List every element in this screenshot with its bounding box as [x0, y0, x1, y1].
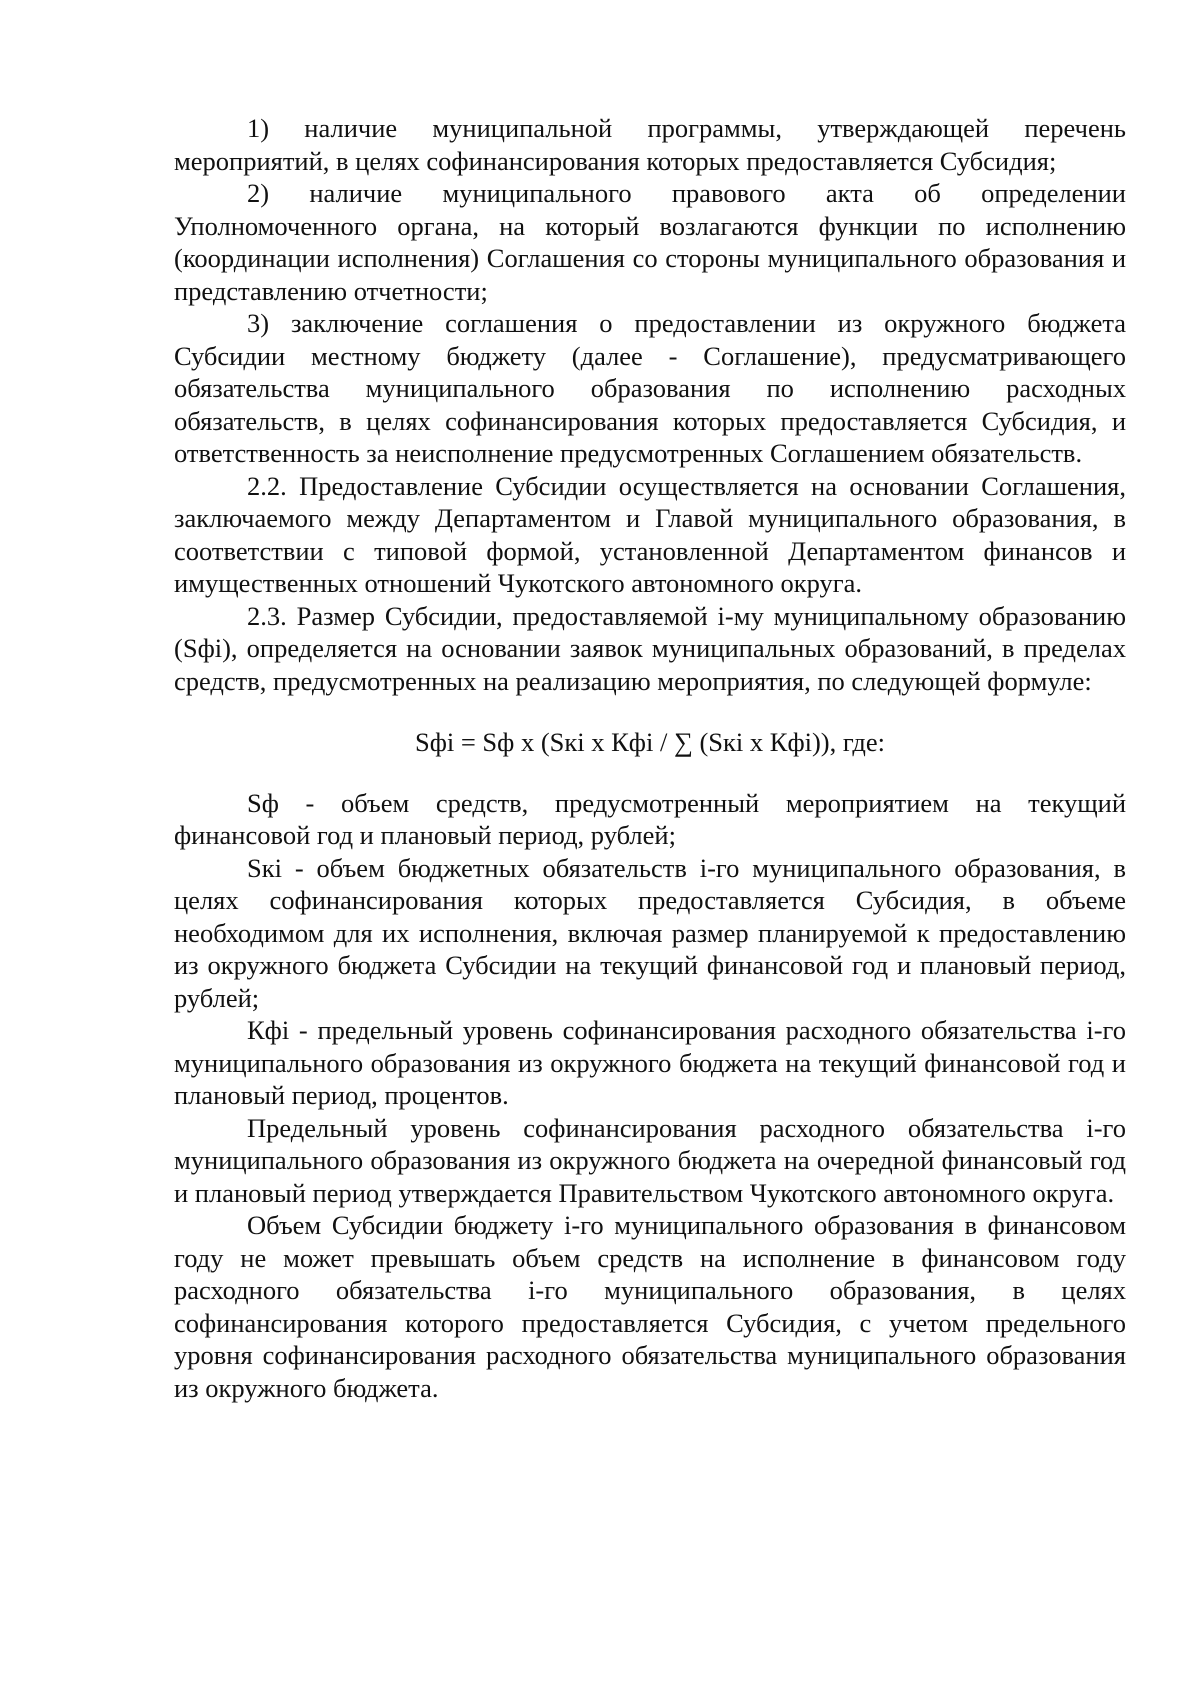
- paragraph-section-2-2: 2.2. Предоставление Субсидии осуществляется на основании Соглашения, заключаемого между Департаментом и Главой муниципального образования, в соответствии с типовой формой, установленной Департаментом финансов и имущественных отношений Чукотского автономного округа.: [174, 470, 1126, 598]
- definition-kfi: Кфi - предельный уровень софинансирования расходного обязательства i-го муниципального образования из окружного бюджета на текущий финансовой год и плановый период, процентов.: [174, 1015, 1126, 1110]
- paragraph-section-2-3: 2.3. Размер Субсидии, предоставляемой i-му муниципальному образованию (Sфi), определяется на основании заявок муниципальных образований, в пределах средств, предусмотренных на реализацию мероприятия, по следующей формуле:: [174, 600, 1126, 696]
- definition-sf: Sф - объем средств, предусмотренный мероприятием на текущий финансовой год и плановый период, рублей;: [174, 787, 1126, 850]
- paragraph-condition-1: 1) наличие муниципальной программы, утверждающей перечень мероприятий, в целях софинансирования которых предоставляется Субсидия;: [174, 113, 1126, 176]
- definition-ski: Sкi - объем бюджетных обязательств i-го муниципального образования, в целях софинансирования которых предоставляется Субсидия, в объеме необходимом для их исполнения, включая размер планируемой к предоставлению из окружного бюджета Субсидии на текущий финансовой год и плановый период, рублей;: [174, 852, 1126, 1013]
- paragraph-cofinancing-level: Предельный уровень софинансирования расходного обязательства i-го муниципального образования из окружного бюджета на очередной финансовый год и плановый период утверждается Правительством Чукотского автономного округа.: [174, 1112, 1126, 1208]
- document-page: [174, 112, 1126, 1404]
- paragraph-condition-3: 3) заключение соглашения о предоставлении из окружного бюджета Субсидии местному бюджету (далее - Соглашение), предусматривающего обязательства муниципального образования по исполнению расходных обязательств, в целях софинансирования которых предоставляется Субсидия, и ответственность за неисполнение предусмотренных Соглашением обязательств.: [174, 308, 1126, 468]
- paragraph-condition-2: 2) наличие муниципального правового акта об определении Уполномоченного органа, на который возлагаются функции по исполнению (координации исполнения) Соглашения со стороны муниципального образования и представлению отчетности;: [174, 178, 1126, 306]
- paragraph-subsidy-limit: Объем Субсидии бюджету i-го муниципального образования в финансовом году не может превышать объем средств на исполнение в финансовом году расходного обязательства i-го муниципального образования, в целях софинансирования которого предоставляется Субсидия, с учетом предельного уровня софинансирования расходного обязательства муниципального образования из окружного бюджета.: [174, 1210, 1126, 1403]
- subsidy-formula: Sфi = Sф x (Sкi x Кфi / ∑ (Sкi x Кфi)), где:: [414, 727, 886, 757]
